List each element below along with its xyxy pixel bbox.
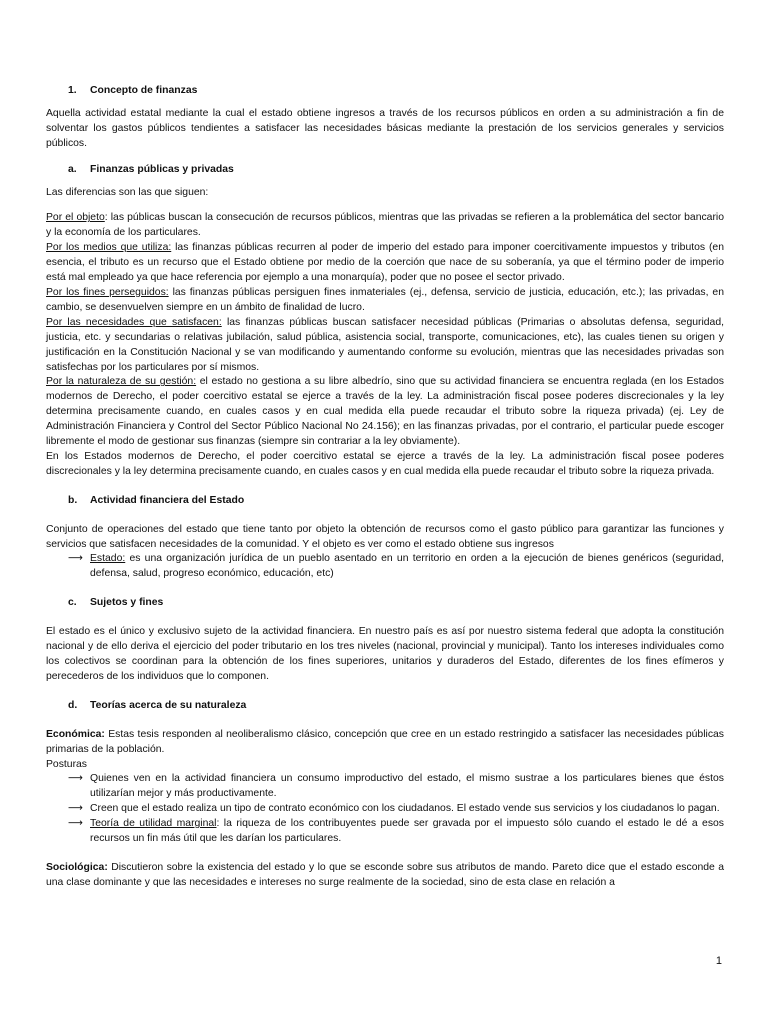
arrow-list-item [68, 802, 724, 817]
theory-text: Discutieron sobre la existencia del estado y lo que se esconde sobre sus atributos de mando. Pareto dice que el estado esconde a una clase dominante y que las necesidades e intereses no surge realmente de la sociedad, sino de esta clase en relación a [46, 861, 724, 888]
arrow-icon: ⟶ [68, 553, 83, 565]
arrow-list-item [68, 817, 724, 847]
arrow-list-item [68, 772, 724, 802]
theory-label: Sociológica: [46, 861, 108, 873]
section-number: b. [68, 494, 78, 506]
paragraph: Conjunto de operaciones del estado que tiene tanto por objeto la obtención de recursos como el gasto público para garantizar las funciones y servicios que satisfacen necesidades de la comunidad. Y el objeto es ver como el estado obtiene sus ingresos [46, 523, 724, 550]
paragraph: En los Estados modernos de Derecho, el poder coercitivo estatal se ejerce a través de la ley. La administración fiscal posee poderes discrecionales y la ley determina precisamente cuando, en cuales casos y en cual medida ella puede recaudar el tributo sobre la riqueza privada. [46, 450, 724, 477]
difference-item [46, 286, 724, 316]
paragraph [46, 728, 724, 758]
paragraph: Las diferencias son las que siguen: [46, 186, 209, 198]
difference-label: Por el objeto [46, 212, 105, 224]
section-title: Finanzas públicas y privadas [90, 163, 234, 175]
difference-label: Por los fines perseguidos: [46, 286, 169, 298]
difference-item [46, 375, 724, 450]
difference-text: el estado no gestiona a su libre albedrío, sino que su actividad financiera se encuentra reglada (en los Estados modernos de Derecho, el poder coercitivo estatal se ejerce a través de la ley. La administración fiscal posee poderes discrecionales y la ley determina precisamente cuando, en cuales casos y en cual medida ella puede recaudar el tributo sobre la riqueza privada) (ej. Ley de Administración Financiera y Control del Sector Público Nacional No 24.156); en las finanzas privadas, por el contrario, el particular puede escoger libremente el modo de gestionar sus finanzas (siempre sin contrariar a la ley obviamente). [46, 376, 725, 448]
section-heading [46, 84, 724, 99]
difference-text: las finanzas públicas persiguen fines inmateriales (ej., defensa, servicio de justicia, educación, etc.); las privadas, en cambio, se desenvuelven siempre en un ámbito de finalidad de lucro. [46, 286, 724, 313]
section-title: Actividad financiera del Estado [90, 494, 245, 506]
item-text: Quienes ven en la actividad financiera un consumo improductivo del estado, el mismo sustrae a los particulares bienes que éstos utilizarían mejor y más productivamente. [90, 773, 724, 800]
section-title: Sujetos y fines [90, 597, 164, 609]
arrow-list-item [68, 552, 724, 582]
theory-text: Estas tesis responden al neoliberalismo clásico, concepción que cree en un estado restringido a satisfacer las necesidades públicas primarias de la población. [46, 728, 724, 755]
item-text: : la riqueza de los contribuyentes puede ser gravada por el impuesto sólo cuando el estado le dé a esos recursos un fin más útil que les darían los particulares. [90, 818, 725, 845]
section-heading [46, 596, 724, 611]
section-number: 1. [68, 85, 77, 96]
section-number: d. [68, 699, 78, 711]
arrow-icon: ⟶ [68, 803, 83, 815]
item-label: Teoría de utilidad marginal [90, 818, 217, 830]
arrow-icon: ⟶ [68, 818, 83, 830]
section-title: Teorías acerca de su naturaleza [90, 699, 247, 711]
difference-label: Por la naturaleza de su gestión: [46, 376, 197, 388]
difference-text: : las públicas buscan la consecución de recursos públicos, mientras que las privadas se refieren a la problemática del sector bancario y la economía de los particulares. [46, 212, 725, 239]
paragraph: El estado es el único y exclusivo sujeto de la actividad financiera. En nuestro país es así por nuestro sistema federal que adopta la constitución nacional y de ello deriva el ejercicio del poder tributario en los tres niveles (nacional, provincial y municipal). Tanto los intereses individuales como los colectivos se coordinan para la obtención de los fines superiores, unitarios y duraderos del Estado, diferentes de los fines efímeros y perecederos de los individuos que lo componen. [46, 626, 724, 682]
section-number: c. [68, 597, 77, 609]
page-number: 1 [715, 955, 722, 967]
theory-label: Económica: [46, 728, 105, 740]
difference-label: Por los medios que utiliza: [46, 242, 172, 254]
item-label: Estado: [90, 553, 126, 565]
section-heading [46, 494, 724, 509]
section-title: Concepto de finanzas [90, 85, 198, 96]
section-number: a. [68, 163, 77, 175]
difference-text: las finanzas públicas recurren al poder de imperio del estado para imponer coercitivamente impuestos y tributos (en esencia, el tributo es un recurso que el Estado obtiene por medio de la coerción que nace de su soberanía, ya que el término poder de imperio está mal empleado ya que hace referencia por ejemplo a una monarquía), poder que no posee el sector privado. [46, 242, 724, 284]
item-text: es una organización jurídica de un pueblo asentado en un territorio en orden a la ejecución de bienes genéricos (seguridad, defensa, salud, progreso económico, educación, etc) [90, 553, 724, 580]
paragraph: Aquella actividad estatal mediante la cual el estado obtiene ingresos a través de los recursos públicos en orden a su administración a fin de solventar los gastos públicos tendientes a satisfacer las necesidades básicas mediante la prestación de los servicios generales y servicios públicos. [46, 107, 724, 149]
difference-item [46, 316, 724, 376]
difference-item [46, 211, 724, 241]
paragraph: Posturas [46, 758, 88, 770]
difference-label: Por las necesidades que satisfacen: [46, 316, 222, 328]
arrow-icon: ⟶ [68, 773, 83, 785]
difference-text: las finanzas públicas buscan satisfacer necesidad públicas (Primarias o absolutas defensa, seguridad, justicia, etc. y secundarias o relativas jubilación, salud pública, asistencia social, transporte, comunicaciones, etc), las cuales tienen su origen y justificación en la Constitución Nacional y se van modificando y aumentando conforme su evolución, mientras que las necesidades privadas son satisfechas por los particulares por sí mismos. [46, 316, 724, 373]
difference-item [46, 241, 724, 286]
document-page [46, 84, 724, 891]
section-heading [46, 699, 724, 714]
section-heading [46, 163, 724, 178]
paragraph [46, 861, 724, 891]
item-text: Creen que el estado realiza un tipo de contrato económico con los ciudadanos. El estado vende sus servicios y los ciudadanos lo pagan. [90, 803, 720, 815]
